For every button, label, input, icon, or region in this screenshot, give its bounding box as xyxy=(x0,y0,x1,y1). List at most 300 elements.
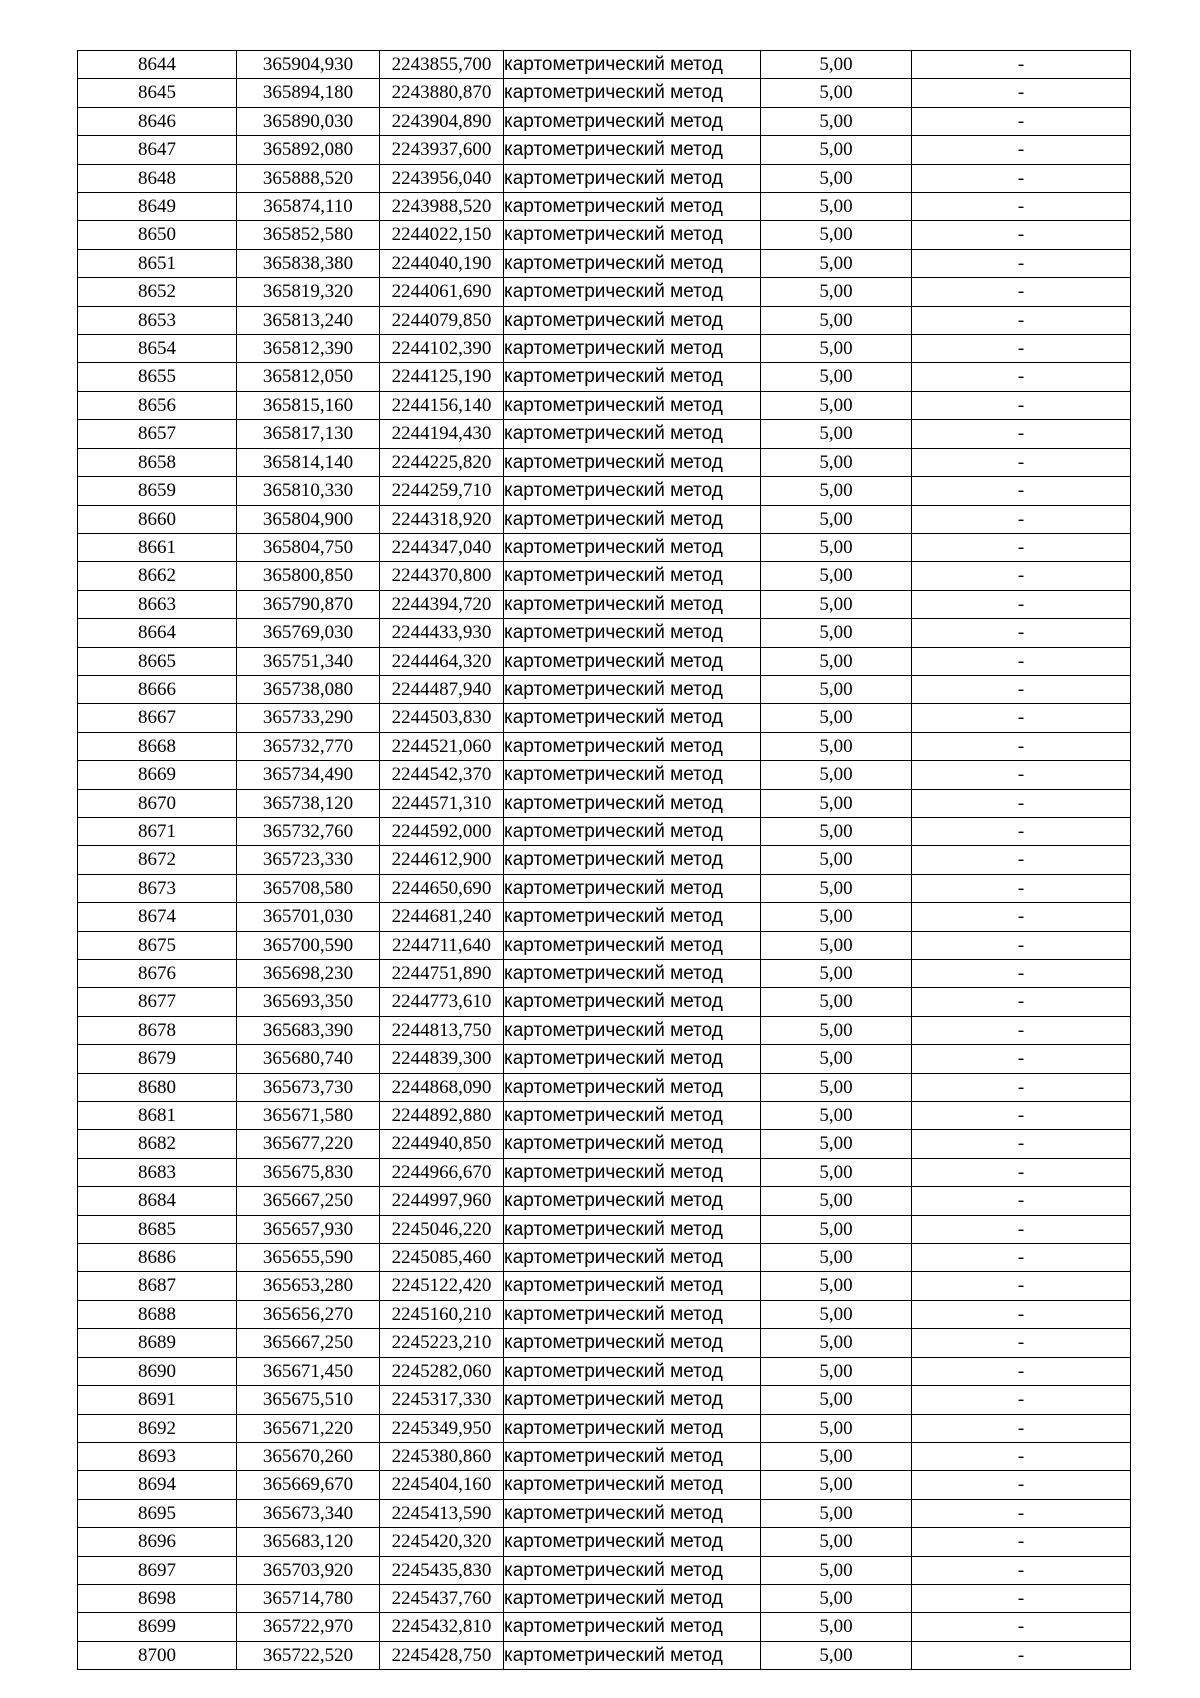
y-coordinate-cell: 2243937,600 xyxy=(380,136,504,164)
x-coordinate-cell: 365888,520 xyxy=(237,164,380,192)
method-cell: картометрический метод xyxy=(504,1102,761,1130)
description-cell: - xyxy=(912,249,1131,277)
description-cell: - xyxy=(912,1528,1131,1556)
table-row xyxy=(78,1357,1131,1385)
x-coordinate-cell: 365732,760 xyxy=(237,817,380,845)
table-row xyxy=(78,789,1131,817)
point-number-cell: 8645 xyxy=(78,79,237,107)
method-cell: картометрический метод xyxy=(504,1073,761,1101)
point-number-cell: 8654 xyxy=(78,335,237,363)
accuracy-cell: 5,00 xyxy=(761,533,912,561)
description-cell: - xyxy=(912,164,1131,192)
point-number-cell: 8661 xyxy=(78,533,237,561)
table-row xyxy=(78,647,1131,675)
point-number-cell: 8657 xyxy=(78,420,237,448)
table-row xyxy=(78,505,1131,533)
y-coordinate-cell: 2243880,870 xyxy=(380,79,504,107)
description-cell: - xyxy=(912,477,1131,505)
accuracy-cell: 5,00 xyxy=(761,448,912,476)
x-coordinate-cell: 365657,930 xyxy=(237,1215,380,1243)
y-coordinate-cell: 2244347,040 xyxy=(380,533,504,561)
accuracy-cell: 5,00 xyxy=(761,1187,912,1215)
description-cell: - xyxy=(912,1471,1131,1499)
y-coordinate-cell: 2244487,940 xyxy=(380,675,504,703)
point-number-cell: 8658 xyxy=(78,448,237,476)
point-number-cell: 8665 xyxy=(78,647,237,675)
y-coordinate-cell: 2244521,060 xyxy=(380,732,504,760)
point-number-cell: 8697 xyxy=(78,1556,237,1584)
y-coordinate-cell: 2245282,060 xyxy=(380,1357,504,1385)
x-coordinate-cell: 365683,390 xyxy=(237,1016,380,1044)
y-coordinate-cell: 2245046,220 xyxy=(380,1215,504,1243)
description-cell: - xyxy=(912,1016,1131,1044)
x-coordinate-cell: 365667,250 xyxy=(237,1187,380,1215)
table-row xyxy=(78,533,1131,561)
y-coordinate-cell: 2244156,140 xyxy=(380,391,504,419)
point-number-cell: 8651 xyxy=(78,249,237,277)
accuracy-cell: 5,00 xyxy=(761,1414,912,1442)
point-number-cell: 8698 xyxy=(78,1584,237,1612)
method-cell: картометрический метод xyxy=(504,193,761,221)
point-number-cell: 8649 xyxy=(78,193,237,221)
y-coordinate-cell: 2245435,830 xyxy=(380,1556,504,1584)
x-coordinate-cell: 365852,580 xyxy=(237,221,380,249)
y-coordinate-cell: 2245428,750 xyxy=(380,1641,504,1669)
x-coordinate-cell: 365838,380 xyxy=(237,249,380,277)
table-row xyxy=(78,817,1131,845)
table-row xyxy=(78,249,1131,277)
accuracy-cell: 5,00 xyxy=(761,846,912,874)
table-row xyxy=(78,391,1131,419)
method-cell: картометрический метод xyxy=(504,761,761,789)
x-coordinate-cell: 365790,870 xyxy=(237,590,380,618)
table-row xyxy=(78,1272,1131,1300)
method-cell: картометрический метод xyxy=(504,505,761,533)
method-cell: картометрический метод xyxy=(504,789,761,817)
accuracy-cell: 5,00 xyxy=(761,278,912,306)
x-coordinate-cell: 365701,030 xyxy=(237,903,380,931)
description-cell: - xyxy=(912,903,1131,931)
description-cell: - xyxy=(912,505,1131,533)
method-cell: картометрический метод xyxy=(504,647,761,675)
accuracy-cell: 5,00 xyxy=(761,931,912,959)
point-number-cell: 8655 xyxy=(78,363,237,391)
accuracy-cell: 5,00 xyxy=(761,704,912,732)
point-number-cell: 8693 xyxy=(78,1442,237,1470)
point-number-cell: 8680 xyxy=(78,1073,237,1101)
point-number-cell: 8666 xyxy=(78,675,237,703)
x-coordinate-cell: 365673,730 xyxy=(237,1073,380,1101)
y-coordinate-cell: 2244839,300 xyxy=(380,1045,504,1073)
y-coordinate-cell: 2244022,150 xyxy=(380,221,504,249)
accuracy-cell: 5,00 xyxy=(761,193,912,221)
method-cell: картометрический метод xyxy=(504,1272,761,1300)
point-number-cell: 8699 xyxy=(78,1613,237,1641)
accuracy-cell: 5,00 xyxy=(761,51,912,79)
y-coordinate-cell: 2243956,040 xyxy=(380,164,504,192)
point-number-cell: 8694 xyxy=(78,1471,237,1499)
description-cell: - xyxy=(912,789,1131,817)
method-cell: картометрический метод xyxy=(504,1386,761,1414)
x-coordinate-cell: 365673,340 xyxy=(237,1499,380,1527)
x-coordinate-cell: 365874,110 xyxy=(237,193,380,221)
table-row xyxy=(78,732,1131,760)
x-coordinate-cell: 365817,130 xyxy=(237,420,380,448)
description-cell: - xyxy=(912,193,1131,221)
table-row xyxy=(78,1386,1131,1414)
y-coordinate-cell: 2244997,960 xyxy=(380,1187,504,1215)
x-coordinate-cell: 365677,220 xyxy=(237,1130,380,1158)
y-coordinate-cell: 2245420,320 xyxy=(380,1528,504,1556)
description-cell: - xyxy=(912,1073,1131,1101)
accuracy-cell: 5,00 xyxy=(761,789,912,817)
y-coordinate-cell: 2244650,690 xyxy=(380,874,504,902)
y-coordinate-cell: 2245413,590 xyxy=(380,1499,504,1527)
x-coordinate-cell: 365656,270 xyxy=(237,1300,380,1328)
method-cell: картометрический метод xyxy=(504,931,761,959)
description-cell: - xyxy=(912,1556,1131,1584)
x-coordinate-cell: 365700,590 xyxy=(237,931,380,959)
y-coordinate-cell: 2245432,810 xyxy=(380,1613,504,1641)
accuracy-cell: 5,00 xyxy=(761,1215,912,1243)
method-cell: картометрический метод xyxy=(504,590,761,618)
point-number-cell: 8646 xyxy=(78,107,237,135)
description-cell: - xyxy=(912,732,1131,760)
description-cell: - xyxy=(912,1329,1131,1357)
table-row xyxy=(78,903,1131,931)
accuracy-cell: 5,00 xyxy=(761,1073,912,1101)
table-row xyxy=(78,136,1131,164)
y-coordinate-cell: 2245317,330 xyxy=(380,1386,504,1414)
description-cell: - xyxy=(912,1300,1131,1328)
x-coordinate-cell: 365698,230 xyxy=(237,960,380,988)
description-cell: - xyxy=(912,590,1131,618)
x-coordinate-cell: 365708,580 xyxy=(237,874,380,902)
description-cell: - xyxy=(912,335,1131,363)
table-row xyxy=(78,1215,1131,1243)
x-coordinate-cell: 365751,340 xyxy=(237,647,380,675)
y-coordinate-cell: 2243904,890 xyxy=(380,107,504,135)
method-cell: картометрический метод xyxy=(504,1584,761,1612)
table-row xyxy=(78,1158,1131,1186)
point-number-cell: 8644 xyxy=(78,51,237,79)
x-coordinate-cell: 365738,080 xyxy=(237,675,380,703)
description-cell: - xyxy=(912,647,1131,675)
table-row xyxy=(78,1045,1131,1073)
y-coordinate-cell: 2244125,190 xyxy=(380,363,504,391)
x-coordinate-cell: 365813,240 xyxy=(237,306,380,334)
description-cell: - xyxy=(912,931,1131,959)
table-row xyxy=(78,1499,1131,1527)
description-cell: - xyxy=(912,1442,1131,1470)
accuracy-cell: 5,00 xyxy=(761,1329,912,1357)
accuracy-cell: 5,00 xyxy=(761,1045,912,1073)
y-coordinate-cell: 2244612,900 xyxy=(380,846,504,874)
y-coordinate-cell: 2244503,830 xyxy=(380,704,504,732)
y-coordinate-cell: 2245160,210 xyxy=(380,1300,504,1328)
method-cell: картометрический метод xyxy=(504,164,761,192)
x-coordinate-cell: 365738,120 xyxy=(237,789,380,817)
description-cell: - xyxy=(912,1613,1131,1641)
table-row xyxy=(78,477,1131,505)
accuracy-cell: 5,00 xyxy=(761,107,912,135)
y-coordinate-cell: 2244464,320 xyxy=(380,647,504,675)
point-number-cell: 8662 xyxy=(78,562,237,590)
y-coordinate-cell: 2244681,240 xyxy=(380,903,504,931)
method-cell: картометрический метод xyxy=(504,1442,761,1470)
x-coordinate-cell: 365722,520 xyxy=(237,1641,380,1669)
y-coordinate-cell: 2244966,670 xyxy=(380,1158,504,1186)
description-cell: - xyxy=(912,619,1131,647)
x-coordinate-cell: 365653,280 xyxy=(237,1272,380,1300)
description-cell: - xyxy=(912,1158,1131,1186)
method-cell: картометрический метод xyxy=(504,1045,761,1073)
x-coordinate-cell: 365667,250 xyxy=(237,1329,380,1357)
point-number-cell: 8676 xyxy=(78,960,237,988)
x-coordinate-cell: 365714,780 xyxy=(237,1584,380,1612)
accuracy-cell: 5,00 xyxy=(761,1641,912,1669)
description-cell: - xyxy=(912,221,1131,249)
x-coordinate-cell: 365680,740 xyxy=(237,1045,380,1073)
y-coordinate-cell: 2245122,420 xyxy=(380,1272,504,1300)
accuracy-cell: 5,00 xyxy=(761,1272,912,1300)
y-coordinate-cell: 2244102,390 xyxy=(380,335,504,363)
accuracy-cell: 5,00 xyxy=(761,1357,912,1385)
method-cell: картометрический метод xyxy=(504,1499,761,1527)
table-row xyxy=(78,960,1131,988)
x-coordinate-cell: 365815,160 xyxy=(237,391,380,419)
accuracy-cell: 5,00 xyxy=(761,874,912,902)
point-number-cell: 8648 xyxy=(78,164,237,192)
method-cell: картометрический метод xyxy=(504,1016,761,1044)
x-coordinate-cell: 365904,930 xyxy=(237,51,380,79)
table-row xyxy=(78,1329,1131,1357)
method-cell: картометрический метод xyxy=(504,960,761,988)
accuracy-cell: 5,00 xyxy=(761,647,912,675)
x-coordinate-cell: 365675,510 xyxy=(237,1386,380,1414)
accuracy-cell: 5,00 xyxy=(761,1528,912,1556)
method-cell: картометрический метод xyxy=(504,619,761,647)
table-row xyxy=(78,164,1131,192)
y-coordinate-cell: 2245223,210 xyxy=(380,1329,504,1357)
method-cell: картометрический метод xyxy=(504,704,761,732)
accuracy-cell: 5,00 xyxy=(761,1499,912,1527)
table-row xyxy=(78,761,1131,789)
point-number-cell: 8700 xyxy=(78,1641,237,1669)
accuracy-cell: 5,00 xyxy=(761,420,912,448)
description-cell: - xyxy=(912,136,1131,164)
point-number-cell: 8673 xyxy=(78,874,237,902)
point-number-cell: 8660 xyxy=(78,505,237,533)
accuracy-cell: 5,00 xyxy=(761,164,912,192)
y-coordinate-cell: 2244592,000 xyxy=(380,817,504,845)
method-cell: картометрический метод xyxy=(504,732,761,760)
table-row xyxy=(78,335,1131,363)
point-number-cell: 8681 xyxy=(78,1102,237,1130)
method-cell: картометрический метод xyxy=(504,1641,761,1669)
y-coordinate-cell: 2244892,880 xyxy=(380,1102,504,1130)
method-cell: картометрический метод xyxy=(504,1130,761,1158)
y-coordinate-cell: 2244813,750 xyxy=(380,1016,504,1044)
table-row xyxy=(78,1073,1131,1101)
accuracy-cell: 5,00 xyxy=(761,817,912,845)
table-row xyxy=(78,1130,1131,1158)
point-number-cell: 8688 xyxy=(78,1300,237,1328)
y-coordinate-cell: 2244711,640 xyxy=(380,931,504,959)
table-row xyxy=(78,420,1131,448)
description-cell: - xyxy=(912,363,1131,391)
point-number-cell: 8664 xyxy=(78,619,237,647)
point-number-cell: 8682 xyxy=(78,1130,237,1158)
method-cell: картометрический метод xyxy=(504,107,761,135)
table-row xyxy=(78,193,1131,221)
accuracy-cell: 5,00 xyxy=(761,619,912,647)
table-row xyxy=(78,1300,1131,1328)
description-cell: - xyxy=(912,1357,1131,1385)
description-cell: - xyxy=(912,1386,1131,1414)
description-cell: - xyxy=(912,79,1131,107)
x-coordinate-cell: 365669,670 xyxy=(237,1471,380,1499)
table-row xyxy=(78,107,1131,135)
accuracy-cell: 5,00 xyxy=(761,249,912,277)
point-number-cell: 8667 xyxy=(78,704,237,732)
accuracy-cell: 5,00 xyxy=(761,1102,912,1130)
table-row xyxy=(78,1584,1131,1612)
point-number-cell: 8674 xyxy=(78,903,237,931)
description-cell: - xyxy=(912,533,1131,561)
y-coordinate-cell: 2244061,690 xyxy=(380,278,504,306)
table-row xyxy=(78,306,1131,334)
accuracy-cell: 5,00 xyxy=(761,505,912,533)
method-cell: картометрический метод xyxy=(504,903,761,931)
accuracy-cell: 5,00 xyxy=(761,1471,912,1499)
accuracy-cell: 5,00 xyxy=(761,306,912,334)
description-cell: - xyxy=(912,420,1131,448)
method-cell: картометрический метод xyxy=(504,1215,761,1243)
description-cell: - xyxy=(912,1584,1131,1612)
point-number-cell: 8647 xyxy=(78,136,237,164)
point-number-cell: 8690 xyxy=(78,1357,237,1385)
point-number-cell: 8671 xyxy=(78,817,237,845)
y-coordinate-cell: 2243855,700 xyxy=(380,51,504,79)
accuracy-cell: 5,00 xyxy=(761,1613,912,1641)
description-cell: - xyxy=(912,562,1131,590)
x-coordinate-cell: 365819,320 xyxy=(237,278,380,306)
table-row xyxy=(78,1187,1131,1215)
point-number-cell: 8689 xyxy=(78,1329,237,1357)
y-coordinate-cell: 2244225,820 xyxy=(380,448,504,476)
y-coordinate-cell: 2245404,160 xyxy=(380,1471,504,1499)
table-row xyxy=(78,1016,1131,1044)
point-number-cell: 8685 xyxy=(78,1215,237,1243)
point-number-cell: 8686 xyxy=(78,1244,237,1272)
y-coordinate-cell: 2243988,520 xyxy=(380,193,504,221)
y-coordinate-cell: 2245085,460 xyxy=(380,1244,504,1272)
description-cell: - xyxy=(912,1215,1131,1243)
description-cell: - xyxy=(912,1045,1131,1073)
x-coordinate-cell: 365655,590 xyxy=(237,1244,380,1272)
method-cell: картометрический метод xyxy=(504,1613,761,1641)
accuracy-cell: 5,00 xyxy=(761,1016,912,1044)
point-number-cell: 8684 xyxy=(78,1187,237,1215)
point-number-cell: 8683 xyxy=(78,1158,237,1186)
method-cell: картометрический метод xyxy=(504,448,761,476)
accuracy-cell: 5,00 xyxy=(761,960,912,988)
coordinates-table xyxy=(77,50,1131,1670)
table-row xyxy=(78,448,1131,476)
x-coordinate-cell: 365733,290 xyxy=(237,704,380,732)
method-cell: картометрический метод xyxy=(504,221,761,249)
description-cell: - xyxy=(912,817,1131,845)
method-cell: картометрический метод xyxy=(504,1300,761,1328)
accuracy-cell: 5,00 xyxy=(761,221,912,249)
y-coordinate-cell: 2244751,890 xyxy=(380,960,504,988)
table-row xyxy=(78,1613,1131,1641)
x-coordinate-cell: 365804,900 xyxy=(237,505,380,533)
y-coordinate-cell: 2244370,800 xyxy=(380,562,504,590)
method-cell: картометрический метод xyxy=(504,79,761,107)
point-number-cell: 8659 xyxy=(78,477,237,505)
x-coordinate-cell: 365810,330 xyxy=(237,477,380,505)
description-cell: - xyxy=(912,1244,1131,1272)
table-row xyxy=(78,988,1131,1016)
x-coordinate-cell: 365812,050 xyxy=(237,363,380,391)
description-cell: - xyxy=(912,1187,1131,1215)
description-cell: - xyxy=(912,1102,1131,1130)
description-cell: - xyxy=(912,675,1131,703)
accuracy-cell: 5,00 xyxy=(761,363,912,391)
table-row xyxy=(78,590,1131,618)
table-row xyxy=(78,1528,1131,1556)
method-cell: картометрический метод xyxy=(504,1357,761,1385)
point-number-cell: 8687 xyxy=(78,1272,237,1300)
x-coordinate-cell: 365703,920 xyxy=(237,1556,380,1584)
method-cell: картометрический метод xyxy=(504,675,761,703)
accuracy-cell: 5,00 xyxy=(761,732,912,760)
method-cell: картометрический метод xyxy=(504,363,761,391)
table-row xyxy=(78,1442,1131,1470)
y-coordinate-cell: 2244868,090 xyxy=(380,1073,504,1101)
x-coordinate-cell: 365732,770 xyxy=(237,732,380,760)
table-row xyxy=(78,1414,1131,1442)
accuracy-cell: 5,00 xyxy=(761,590,912,618)
accuracy-cell: 5,00 xyxy=(761,1244,912,1272)
method-cell: картометрический метод xyxy=(504,1158,761,1186)
description-cell: - xyxy=(912,448,1131,476)
description-cell: - xyxy=(912,391,1131,419)
point-number-cell: 8678 xyxy=(78,1016,237,1044)
table-row xyxy=(78,704,1131,732)
y-coordinate-cell: 2244259,710 xyxy=(380,477,504,505)
method-cell: картометрический метод xyxy=(504,817,761,845)
accuracy-cell: 5,00 xyxy=(761,1158,912,1186)
accuracy-cell: 5,00 xyxy=(761,1584,912,1612)
point-number-cell: 8672 xyxy=(78,846,237,874)
y-coordinate-cell: 2244773,610 xyxy=(380,988,504,1016)
x-coordinate-cell: 365814,140 xyxy=(237,448,380,476)
description-cell: - xyxy=(912,960,1131,988)
method-cell: картометрический метод xyxy=(504,988,761,1016)
method-cell: картометрический метод xyxy=(504,874,761,902)
table-row xyxy=(78,221,1131,249)
method-cell: картометрический метод xyxy=(504,533,761,561)
accuracy-cell: 5,00 xyxy=(761,136,912,164)
accuracy-cell: 5,00 xyxy=(761,1386,912,1414)
table-row xyxy=(78,1641,1131,1669)
method-cell: картометрический метод xyxy=(504,278,761,306)
accuracy-cell: 5,00 xyxy=(761,1442,912,1470)
method-cell: картометрический метод xyxy=(504,846,761,874)
